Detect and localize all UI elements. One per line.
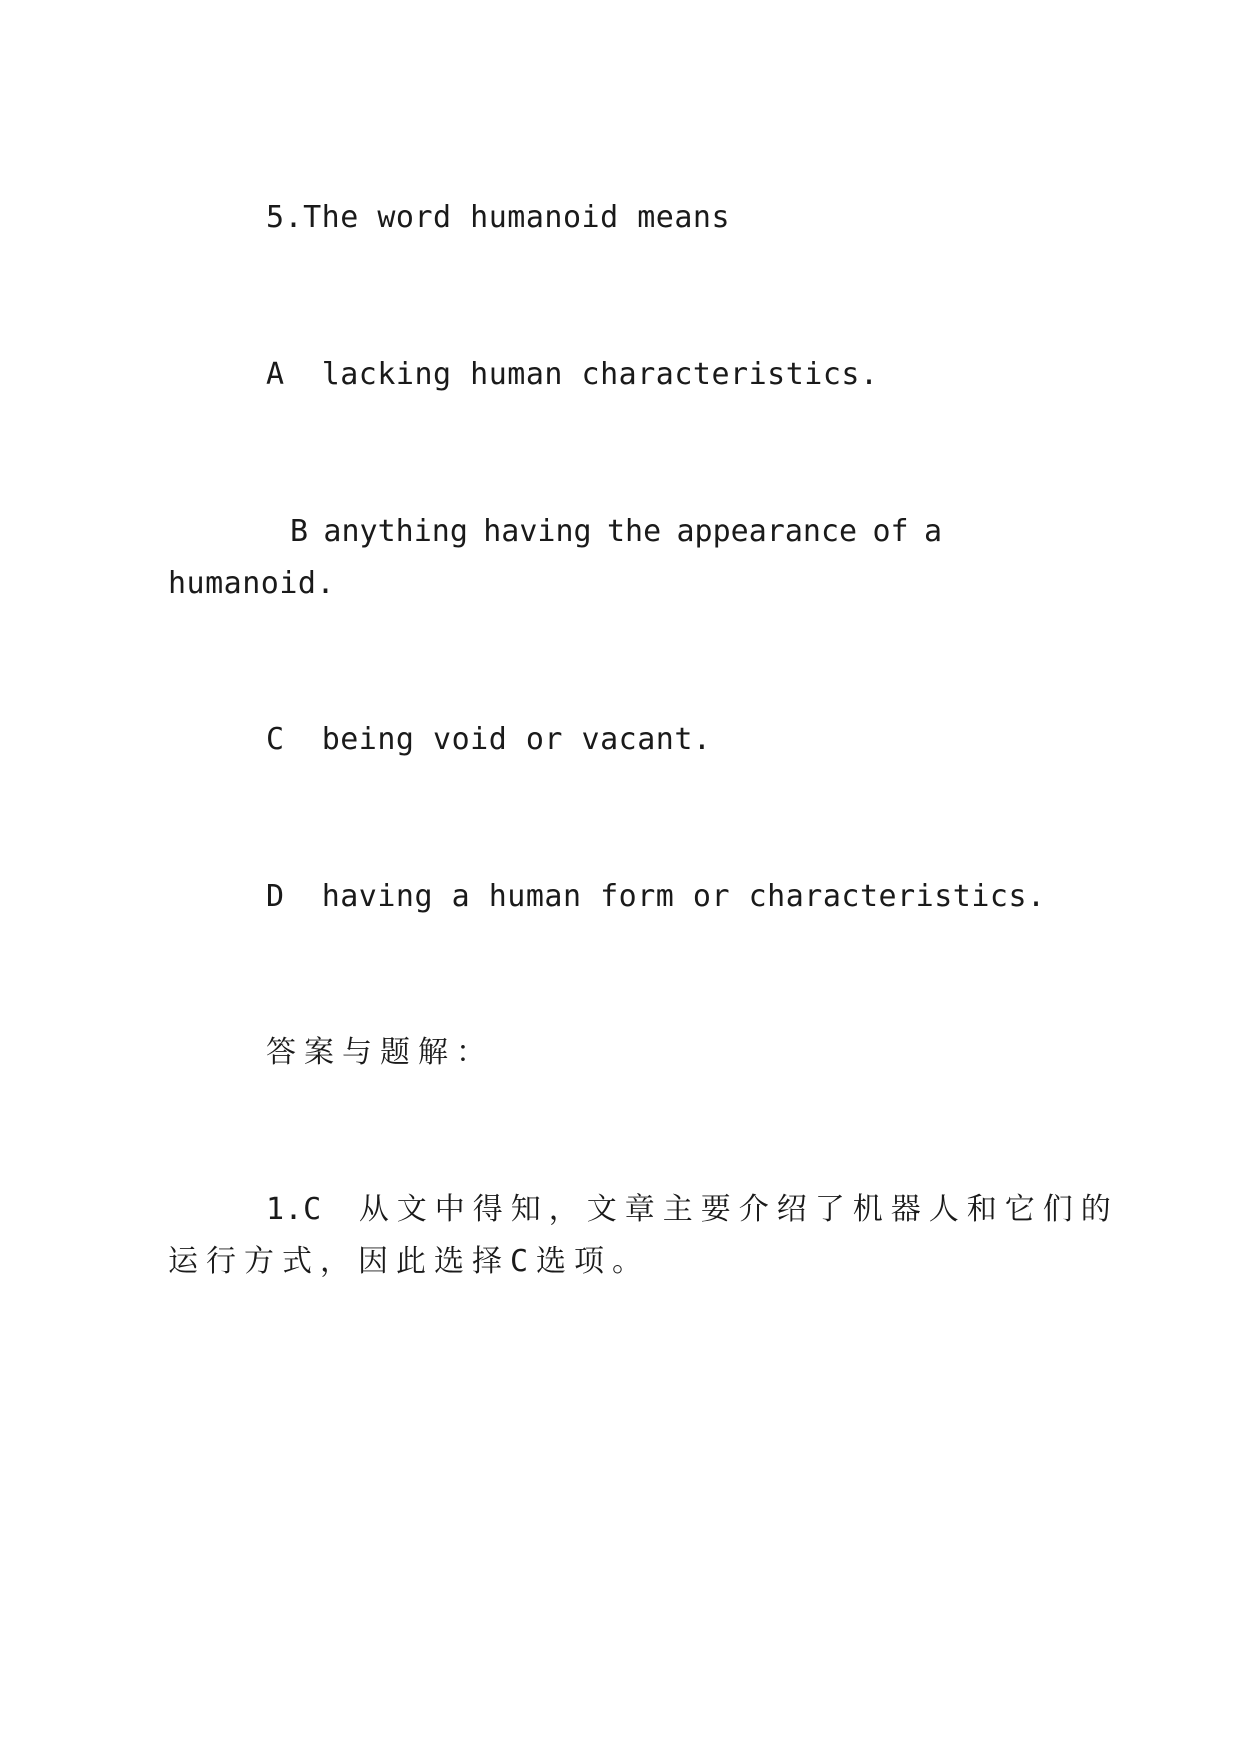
option-b-word: the [606,514,662,549]
option-a-text: lacking human characteristics. [321,357,879,392]
option-b-letter: B [290,514,309,549]
answer-item-1 [266,1192,1119,1228]
option-d-text: having a human form or characteristics. [321,879,1046,914]
option-b-word: anything [323,514,468,549]
option-d-letter: D [266,879,285,914]
answers-heading: 答案与题解： [266,1035,494,1070]
option-b-word: having [483,514,592,549]
option-b-word: appearance [676,514,858,549]
option-b-continuation: humanoid. [168,566,336,601]
option-a-letter: A [266,357,285,392]
option-b-word: a [923,514,942,549]
answer-explanation-line-1: 从文中得知，文章主要介绍了机器人和它们的 [358,1192,1119,1227]
option-a [266,357,879,393]
option-c [266,722,711,758]
option-b-word: of [872,514,909,549]
option-c-text: being void or vacant. [321,722,712,757]
option-c-letter: C [266,722,285,757]
option-d [266,879,1046,915]
question-stem: 5.The word humanoid means [266,200,731,235]
option-b-first-line [290,514,942,550]
answer-number: 1.C [266,1192,322,1227]
answer-explanation-line-2: 运行方式，因此选择C选项。 [168,1244,651,1279]
